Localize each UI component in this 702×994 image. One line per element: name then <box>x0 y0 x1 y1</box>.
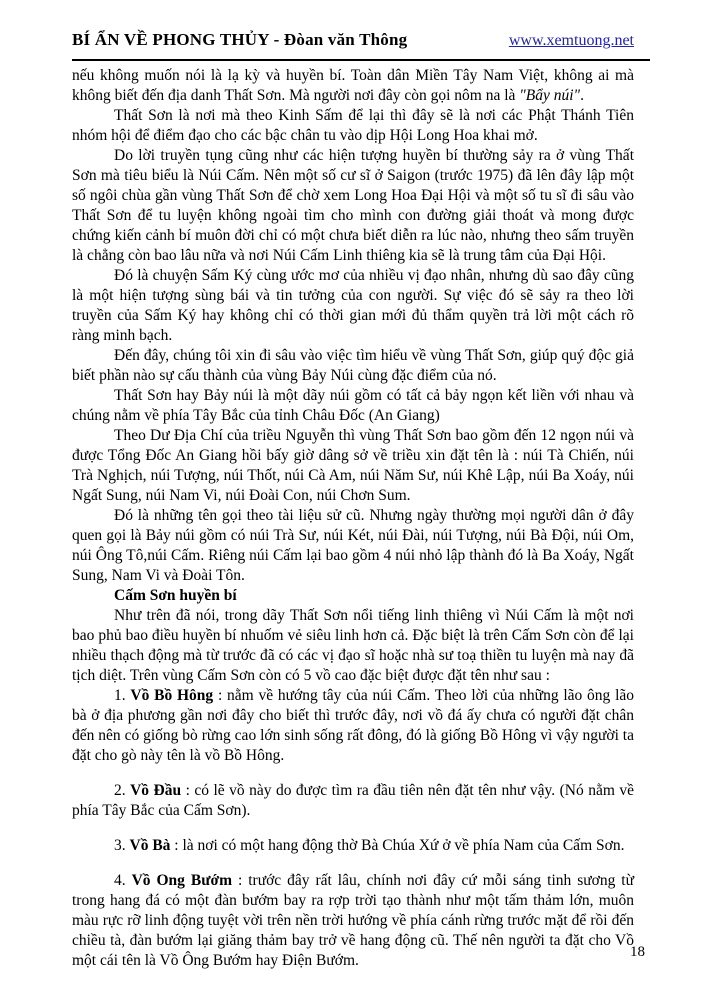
page-header <box>72 30 634 50</box>
page-number: 18 <box>630 944 645 960</box>
text-segment: : là nơi có một hang động thờ Bà Chúa Xứ ở về phía Nam của Cấm Sơn. <box>170 837 625 854</box>
text-segment: "Bẩy núi" <box>519 87 581 104</box>
section-heading <box>72 586 634 606</box>
text-segment: . <box>580 87 584 104</box>
text-segment: : trước đây rất lâu, chính nơi đây cứ mỗi sáng tinh sương từ trong hang đá có một đàn bướm bay ra rợp trời tạo thành như một tấm thảm lớn, muôn màu rực rỡ linh động tuyệt vời trên nền trời hướng về phía cánh rừng trước mặt để rồi đến chiều tà, đàn bướm lại giăng thảm bay trở về hang động cũ. Thế nên người ta đặt cho Vồ một cái tên là Vồ Ông Bướm hay Điện Bướm. <box>72 872 634 969</box>
list-item-3 <box>72 836 634 856</box>
text-segment: : có lẽ vồ này do được tìm ra đầu tiên nên đặt tên như vậy. (Nó nằm về phía Tây Bắc của Cấm Sơn). <box>72 782 634 819</box>
list-item-2 <box>72 781 634 821</box>
text-segment: Do lời truyền tụng cũng như các hiện tượng huyền bí thường sảy ra ở vùng Thất Sơn mà tiêu biểu là Núi Cấm. Nên một số cư sĩ ở Saigon (trước 1975) đã lên đây lập một số ngôi chùa gần vùng Thất Sơn để chờ xem Long Hoa Đại Hội và một số tu sĩ đi sâu vào Thất Sơn để tu luyện không ngoài tìm cho mình con đường giải thoát và mong được chứng kiến cảnh bí muôn đời chỉ có một chưa biết diễn ra lúc nào, nhưng theo sấm truyền là chẳng còn bao lâu nữa và nơi Núi Cấm Linh thiêng kia sẽ là trung tâm của Đại Hội. <box>72 147 634 264</box>
text-segment: 4. <box>114 872 132 889</box>
list-item-4 <box>72 871 634 971</box>
paragraph-continuation <box>72 66 634 106</box>
text-segment: nếu không muốn nói là lạ kỳ và huyền bí. Toàn dân Miền Tây Nam Việt, không ai mà không biết đến địa danh Thất Sơn. Mà người nơi đây còn gọi nôm na là <box>72 67 634 104</box>
paragraph <box>72 606 634 686</box>
paragraph <box>72 266 634 346</box>
website-link[interactable]: www.xemtuong.net <box>508 32 634 49</box>
text-segment: Như trên đã nói, trong dãy Thất Sơn nổi tiếng linh thiêng vì Núi Cấm là một nơi bao phủ bao điều huyền bí nhuốm vẻ siêu linh hơn cả. Đặc biệt là trên Cấm Sơn còn để lại nhiều thạch động mà từ trước đã có các vị đạo sĩ hoặc nhà sư toạ thiền tu luyện mà nay đã tịch diệt. Trên vùng Cấm Sơn còn có 5 vồ cao đặc biệt được đặt tên như sau : <box>72 607 634 684</box>
text-segment: Đó là chuyện Sấm Ký cùng ước mơ của nhiều vị đạo nhân, nhưng dù sao đây cũng là một hiện tượng sùng bái và tin tưởng của con người. Sự việc đó sẽ sảy ra theo lời truyền của Sấm Ký hay không chỉ có thời gian mới đủ thẩm quyền trả lời một cách rõ ràng minh bạch. <box>72 267 634 344</box>
text-segment: Thất Sơn hay Bảy núi là một dãy núi gồm có tất cả bảy ngọn kết liền với nhau và chúng nằm về phía Tây Bắc của tỉnh Châu Đốc (An Giang) <box>72 387 634 424</box>
header-divider <box>72 59 650 61</box>
list-item-1 <box>72 686 634 766</box>
text-segment: Cấm Sơn huyền bí <box>114 587 237 604</box>
document-body <box>72 66 634 971</box>
text-segment: Vồ Bà <box>129 837 171 854</box>
paragraph <box>72 146 634 266</box>
text-segment: Đó là những tên gọi theo tài liệu sử cũ. Nhưng ngày thường mọi người dân ở đây quen gọi là Bảy núi gồm có núi Trà Sư, núi Két, núi Đài, núi Tượng, núi Bà Đội, núi Om, núi Ông Tô,núi Cấm. Riêng núi Cấm lại bao gồm 4 núi nhỏ lập thành đó là Ba Xoáy, Ngất Sung, Nam Vi và Đoài Tôn. <box>72 507 634 584</box>
paragraph <box>72 506 634 586</box>
text-segment: Vồ Đầu <box>130 782 182 799</box>
text-segment: Vồ Bồ Hông <box>130 687 214 704</box>
document-title: BÍ ẨN VỀ PHONG THỦY - Đòan văn Thông <box>72 30 408 49</box>
paragraph <box>72 346 634 386</box>
paragraph <box>72 106 634 146</box>
paragraph <box>72 426 634 506</box>
text-segment: 3. <box>114 837 130 854</box>
text-segment: Vồ Ong Bướm <box>131 872 233 889</box>
paragraph <box>72 386 634 426</box>
text-segment: Đến đây, chúng tôi xin đi sâu vào việc tìm hiểu về vùng Thất Sơn, giúp quý độc giả biết phần nào sự cấu thành của vùng Bảy Núi cùng đặc điểm của nó. <box>72 347 634 384</box>
text-segment: Theo Dư Địa Chí của triều Nguyễn thì vùng Thất Sơn bao gồm đến 12 ngọn núi và được Tổng Đốc An Giang hồi bấy giờ dâng sở về triều xin đặt tên là : núi Tà Chiến, núi Trà Nghịch, núi Tượng, núi Thốt, núi Cà Am, núi Năm Sư, núi Khê Lập, núi Ba Xoáy, núi Ngất Sung, núi Nam Vi, núi Đoài Con, núi Chơn Sum. <box>72 427 634 504</box>
text-segment: 1. <box>114 687 131 704</box>
text-segment: Thất Sơn là nơi mà theo Kinh Sấm để lại thì đây sẽ là nơi các Phật Thánh Tiên nhóm hội để điểm đạo cho các bậc chân tu vào dịp Hội Long Hoa khai mở. <box>72 107 634 144</box>
text-segment: : nằm về hướng tây của núi Cấm. Theo lời của những lão ông lão bà ở địa phương gần nơi đây cho biết thì trước đây, nơi vồ đá ấy chưa có người đặt chân đến nên có giống bò rừng cao lớn sinh sống rất đông, đó là giống Bồ Hông vì vậy người ta đặt cho gò này tên là vồ Bồ Hông. <box>72 687 635 764</box>
text-segment: 2. <box>114 782 131 799</box>
